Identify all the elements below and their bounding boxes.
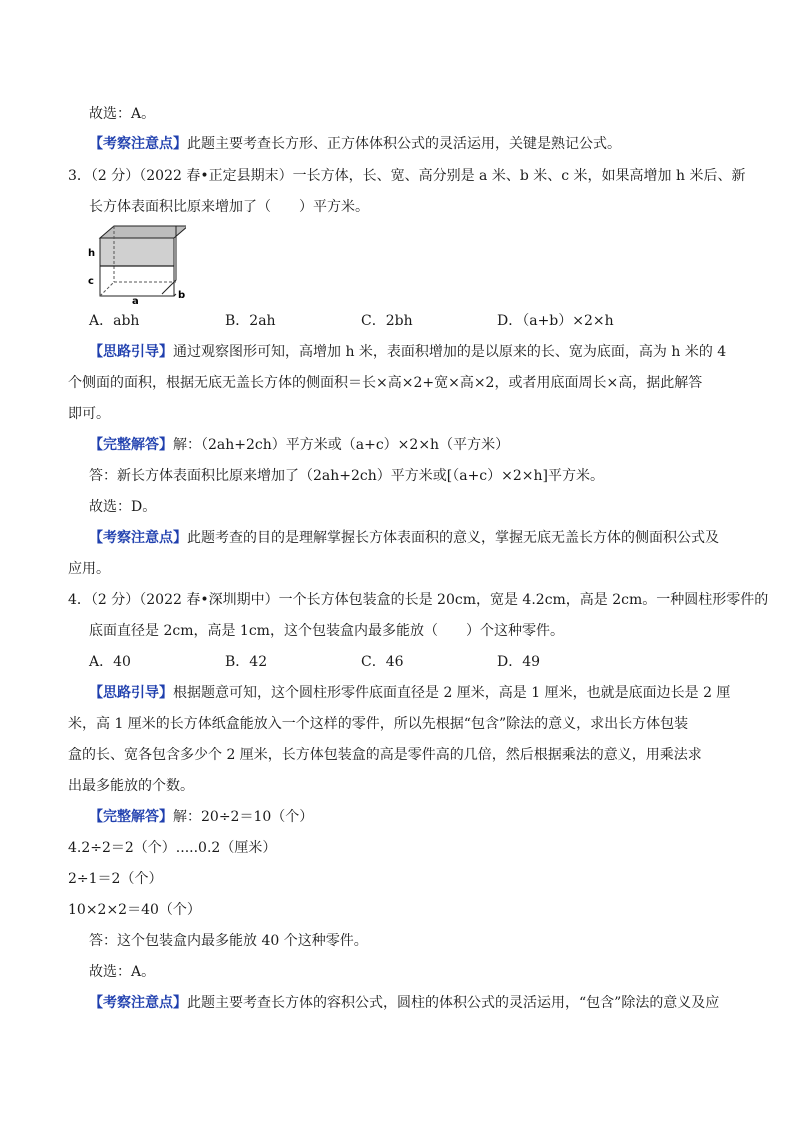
q4-hint-text-1: 根据题意可知，这个圆柱形零件底面直径是 2 厘米，高是 1 厘米，也就是底面边长是 2 厘	[173, 685, 731, 701]
q4-stem-line-2: 底面直径是 2cm，高是 1cm，这个包装盒内最多能放（ ）个这种零件。	[89, 623, 564, 639]
q3-option-d[interactable]: D．（a+b）×2×h	[497, 313, 614, 329]
q2-answer: 故选：A。	[89, 106, 156, 122]
q2-note	[89, 134, 621, 154]
q4-note-1	[89, 993, 719, 1013]
q4-options	[89, 652, 689, 672]
q4-solution-tag: 【完整解答】	[89, 809, 173, 825]
original-box-front	[100, 266, 174, 296]
q3-answer: 故选：D。	[89, 499, 157, 515]
label-b: b	[178, 290, 186, 301]
q3-hint-tag: 【思路引导】	[89, 344, 173, 360]
q4-note-tag: 【考察注意点】	[89, 995, 187, 1011]
q4-solution-4: 10×2×2＝40（个）	[68, 902, 201, 918]
q3-solution-2: 答：新长方体表面积比原来增加了（2ah+2ch）平方米或[（a+c）×2×h]平方米。	[89, 468, 604, 484]
q4-hint-tag: 【思路引导】	[89, 685, 173, 701]
added-block-top	[100, 226, 186, 238]
q3-option-b[interactable]: B．2ah	[225, 313, 276, 329]
q4-hint-4: 出最多能放的个数。	[68, 778, 194, 794]
q4-option-b[interactable]: B．42	[225, 654, 268, 670]
q3-note-1	[89, 528, 719, 548]
q4-hint-1	[89, 683, 730, 703]
q4-hint-2: 米，高 1 厘米的长方体纸盒能放入一个这样的零件，所以先根据“包含”除法的意义，求出长方体包装	[68, 716, 689, 732]
label-c: c	[88, 276, 94, 287]
q3-solution-tag: 【完整解答】	[89, 437, 173, 453]
label-a: a	[132, 296, 139, 304]
q4-solution-5: 答：这个包装盒内最多能放 40 个这种零件。	[89, 933, 368, 949]
q3-option-c[interactable]: C．2bh	[361, 313, 413, 329]
q3-hint-2: 个侧面的面积，根据无底无盖长方体的侧面积＝长×高×2+宽×高×2，或者用底面周长×高，据此解答	[68, 375, 703, 391]
q3-stem-line-2: 长方体表面积比原来增加了（ ）平方米。	[89, 199, 369, 215]
q4-solution-2: 4.2÷2＝2（个）.....0.2（厘米）	[68, 840, 277, 856]
q4-stem-line-1: 4．（2 分）（2022 春•深圳期中）一个长方体包装盒的长是 20cm，宽是 4.2cm，高是 2cm。一种圆柱形零件的	[68, 592, 769, 608]
q2-note-tag: 【考察注意点】	[89, 136, 187, 152]
q4-answer: 故选：A。	[89, 964, 156, 980]
q4-solution-3: 2÷1＝2（个）	[68, 871, 163, 887]
q3-options	[89, 311, 689, 331]
q3-stem-line-1: 3．（2 分）（2022 春•正定县期末）一长方体，长、宽、高分别是 a 米、b 米、c 米，如果高增加 h 米后、新	[68, 168, 746, 184]
q4-solution-1	[89, 807, 313, 827]
q3-note-2: 应用。	[68, 561, 110, 577]
q4-solution-text-1: 解：20÷2＝10（个）	[173, 809, 314, 825]
q3-solution-text-1: 解：（2ah+2ch）平方米或（a+c）×2×h（平方米）	[173, 437, 510, 453]
q4-note-text-1: 此题主要考查长方体的容积公式，圆柱的体积公式的灵活运用，“包含”除法的意义及应	[187, 995, 720, 1011]
cuboid-figure	[86, 218, 186, 304]
added-block-front	[100, 238, 174, 266]
q3-hint-3: 即可。	[68, 406, 110, 422]
q3-hint-1	[89, 342, 726, 362]
label-h: h	[88, 248, 96, 259]
q4-option-a[interactable]: A．40	[89, 654, 131, 670]
q3-note-text-1: 此题考查的目的是理解掌握长方体表面积的意义，掌握无底无盖长方体的侧面积公式及	[187, 530, 719, 546]
q4-option-c[interactable]: C．46	[361, 654, 404, 670]
q3-option-a[interactable]: A．abh	[89, 313, 140, 329]
q3-hint-text-1: 通过观察图形可知，高增加 h 米，表面积增加的是以原来的长、宽为底面，高为 h 米的 4	[173, 344, 727, 360]
q4-option-d[interactable]: D．49	[497, 654, 541, 670]
q3-solution-1	[89, 435, 509, 455]
q2-note-text: 此题主要考查长方形、正方体体积公式的灵活运用，关键是熟记公式。	[187, 136, 621, 152]
q3-note-tag: 【考察注意点】	[89, 530, 187, 546]
q4-hint-3: 盒的长、宽各包含多少个 2 厘米，长方体包装盒的高是零件高的几倍，然后根据乘法的意义，用乘法求	[68, 747, 702, 763]
